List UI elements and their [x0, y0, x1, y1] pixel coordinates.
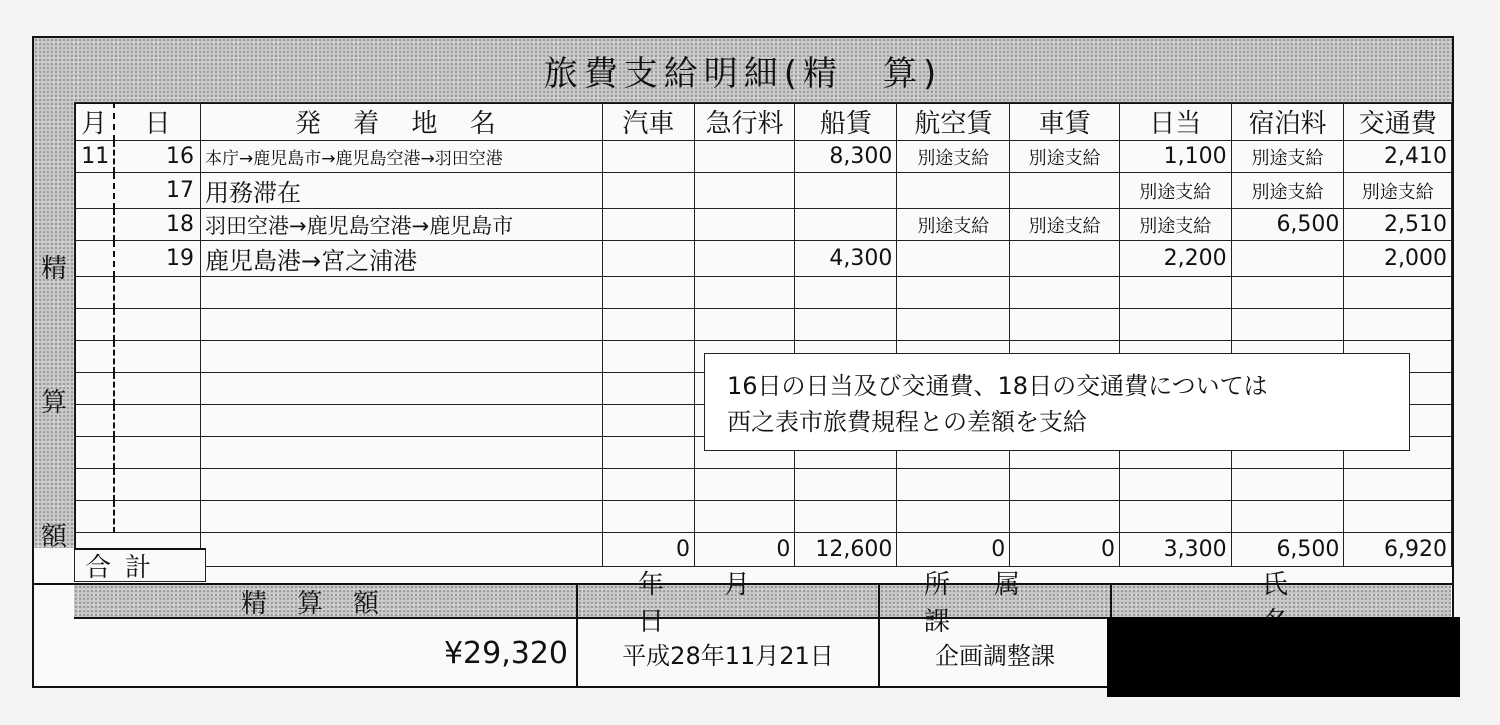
- total-daily: 3,300: [1120, 533, 1232, 567]
- settlement-date: 平成28年11月21日: [622, 641, 834, 670]
- row-car: [1010, 241, 1120, 277]
- row-daily: 別途支給: [1120, 173, 1232, 209]
- row-day: 18: [114, 209, 200, 241]
- header-day: 日: [114, 103, 200, 141]
- row-lodging: 別途支給: [1231, 141, 1344, 173]
- table-header-row: [75, 103, 1452, 141]
- row-transport: 別途支給: [1344, 173, 1452, 209]
- total-lodging: 6,500: [1231, 533, 1344, 567]
- row-route: 用務滞在: [201, 173, 603, 209]
- summary-dept-col: [880, 570, 1112, 687]
- row-air: [897, 241, 1010, 277]
- row-month: 11: [75, 141, 115, 173]
- row-transport: 2,000: [1344, 241, 1452, 277]
- remark-note: [704, 353, 1410, 451]
- remark-line-2: 西之表市旅費規程との差額を支給: [727, 408, 1087, 436]
- row-transport: 2,410: [1344, 141, 1452, 173]
- settlement-amount: ¥29,320: [443, 635, 568, 671]
- row-express: [694, 141, 794, 173]
- summary-amount-col: [74, 585, 578, 687]
- amount-label: 精算額: [74, 585, 576, 619]
- row-daily: 1,100: [1120, 141, 1232, 173]
- header-transport: 交通費: [1344, 103, 1452, 141]
- row-air: 別途支給: [897, 141, 1010, 173]
- row-month: [75, 241, 115, 277]
- row-car: 別途支給: [1010, 209, 1120, 241]
- expense-table: [74, 102, 1452, 567]
- row-train: [602, 173, 694, 209]
- form-title: 旅費支給明細(精 算): [34, 38, 1452, 104]
- empty-row: [75, 277, 1452, 309]
- sidebar-settlement-label: [34, 102, 76, 552]
- row-lodging: 6,500: [1231, 209, 1344, 241]
- total-transport: 6,920: [1344, 533, 1452, 567]
- row-air: [897, 173, 1010, 209]
- table-row: [75, 209, 1452, 241]
- row-lodging: 別途支給: [1231, 173, 1344, 209]
- header-route: 発 着 地 名: [201, 103, 603, 141]
- header-air: 航空賃: [897, 103, 1010, 141]
- total-air: 0: [897, 533, 1010, 567]
- row-ship: [795, 173, 897, 209]
- header-train: 汽車: [602, 103, 694, 141]
- name-label: 氏: [1112, 585, 1451, 619]
- row-ship: 8,300: [795, 141, 897, 173]
- table-row: [75, 173, 1452, 209]
- date-label: 年月日: [578, 585, 878, 619]
- total-express: 0: [694, 533, 794, 567]
- row-month: [75, 209, 115, 241]
- row-transport: 2,510: [1344, 209, 1452, 241]
- header-lodging: 宿泊料: [1231, 103, 1344, 141]
- total-train: 0: [602, 533, 694, 567]
- sidebar-char-3: 額: [40, 522, 67, 552]
- row-train: [602, 241, 694, 277]
- header-daily: 日当: [1120, 103, 1232, 141]
- header-ship: 船賃: [795, 103, 897, 141]
- total-car: 0: [1010, 533, 1120, 567]
- table-row: [75, 141, 1452, 173]
- row-express: [694, 209, 794, 241]
- row-train: [602, 209, 694, 241]
- header-car: 車賃: [1010, 103, 1120, 141]
- row-route: 本庁→鹿児島市→鹿児島空港→羽田空港: [201, 141, 603, 173]
- row-daily: 別途支給: [1120, 209, 1232, 241]
- empty-row: [75, 501, 1452, 533]
- row-car: 別途支給: [1010, 141, 1120, 173]
- row-car: [1010, 173, 1120, 209]
- row-express: [694, 241, 794, 277]
- empty-row: [75, 469, 1452, 501]
- row-route: 羽田空港→鹿児島空港→鹿児島市: [201, 209, 603, 241]
- row-day: 16: [114, 141, 200, 173]
- row-month: [75, 173, 115, 209]
- row-daily: 2,200: [1120, 241, 1232, 277]
- total-ship: 12,600: [795, 533, 897, 567]
- redaction-box: [1107, 617, 1460, 697]
- empty-row: [75, 309, 1452, 341]
- row-train: [602, 141, 694, 173]
- dept-label: 所属課: [880, 585, 1110, 619]
- row-ship: [795, 209, 897, 241]
- totals-row: [75, 533, 1452, 567]
- totals-route-blank: [201, 533, 603, 567]
- remark-line-1: 16日の日当及び交通費、18日の交通費については: [727, 372, 1268, 400]
- totals-label: 合計: [74, 548, 206, 582]
- table-row: [75, 241, 1452, 277]
- row-route: 鹿児島港→宮之浦港: [201, 241, 603, 277]
- sidebar-char-1: 精: [40, 254, 67, 284]
- row-ship: 4,300: [795, 241, 897, 277]
- header-express: 急行料: [694, 103, 794, 141]
- row-day: 17: [114, 173, 200, 209]
- sidebar-char-2: 算: [40, 388, 67, 418]
- header-month: 月: [75, 103, 115, 141]
- department: 企画調整課: [935, 641, 1055, 670]
- row-express: [694, 173, 794, 209]
- row-lodging: [1231, 241, 1344, 277]
- row-day: 19: [114, 241, 200, 277]
- row-air: 別途支給: [897, 209, 1010, 241]
- summary-date-col: [578, 570, 880, 687]
